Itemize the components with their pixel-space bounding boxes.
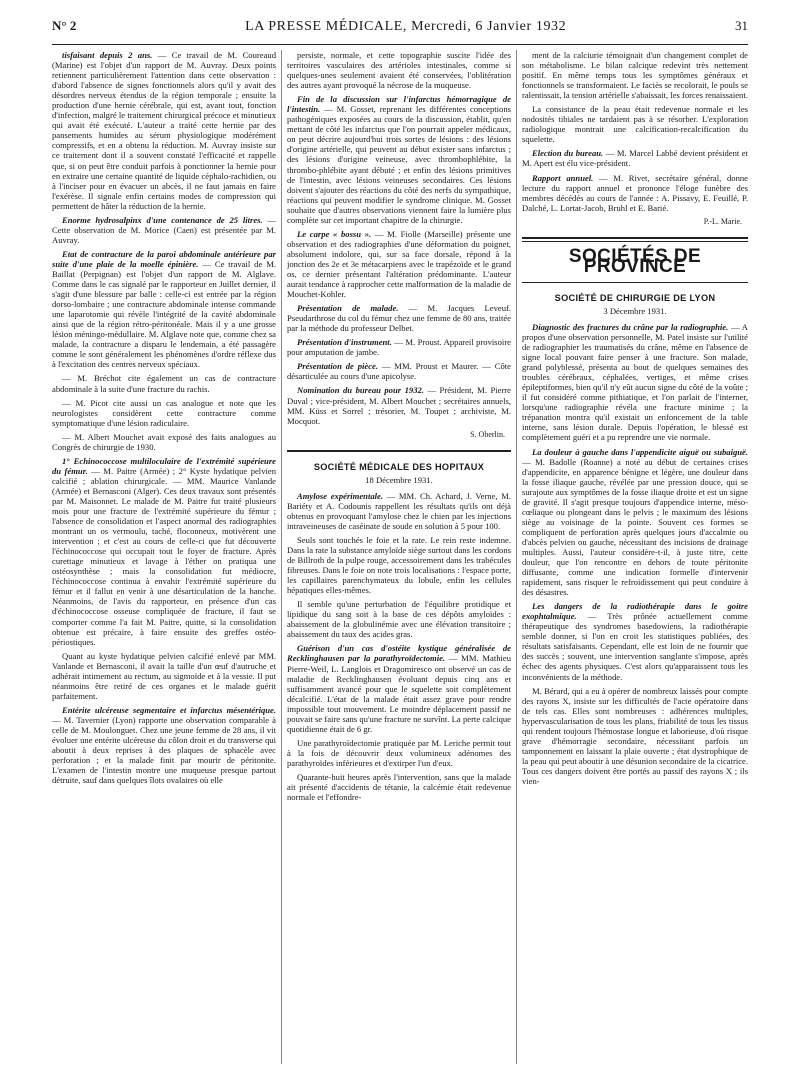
article-paragraph (52, 432, 276, 452)
article-title: 1° Echinococcose multiloculaire de l'extrémité supérieure du fémur. (52, 455, 276, 476)
article-title: Présentation de pièce. (297, 361, 378, 372)
article-list (522, 322, 748, 786)
article-paragraph (522, 601, 748, 681)
article-text: — A propos d'une observation personnelle, M. Patel insiste sur l'utilité de radiographier les traumatisés du crâne, même en l'absence de signe local pouvant faire penser à une fracture. Son malade, grand polyblessé, présenta au bout de quelques semaines des troubles cérébraux, céphalées, vertiges, et même crises épileptiformes, bien qu'il n'y eût aucun signe du côté de la voûte ; il fut considéré comme pithiatique, et l'on parlait de l'interner, lorsqu'une radiographie révéla une fracture minime ; la trépanation montra qu'il existait un enfoncement de la table interne, sans lésion durale. Depuis l'opération, le blessé est complètement guéri et a pu reprendre une vie normale. (522, 321, 748, 443)
article-text: — M. Fiolle (Marseille) présente une observation et des radiographies d'une déformation du poignet, absolument indolore, qui, sur sa face dorsale, répond à la jonction des 2e et 3e métacarpiens avec le trapézoïde et le grand os, ce dernier présentant l'altération prédominante. L'auteur aurait tendance à rapprocher cette malformation de la maladie de Mouchet-Kohler. (287, 228, 511, 300)
article-text: — M. Bréchot cite également un cas de contracture abdominale à la suite d'une fracture du rachis. (52, 373, 276, 394)
journal-title: LA PRESSE MÉDICALE, Mercredi, 6 Janvier 1932 (245, 19, 567, 34)
column-rule (516, 50, 517, 1064)
article-text: — M. Gosset, reprenant les différentes conceptions pathogéniques exposées au cours de la discussion, établit, qu'en mettant de côté les infarctus que l'on pourrait appeler médicaux, on peut décrire aujourd'hui trois sortes de lésions : des lésions d'origine artérielle, qui peuvent au début exister sans infarctus ; des lésions d'origine veineuse, avec thrombophlébite, la thrombo-phlébite ayant débuté ; et enfin des lésions primitives de l'intestin, avec lésions veineuses secondaires. Ces lésions doivent s'ajouter des réactions du côté des nerfs du sympathique, réactions qui peuvent modifier le syndrome clinique. M. Gosset souhaite que d'autres observations viennent faire la lumière plus complète sur cet important chapitre de la chirurgie. (287, 104, 511, 225)
signature: S. Oberlin. (470, 429, 505, 439)
article-title: Enorme hydrosalpinx d'une contenance de 25 litres. (62, 214, 263, 225)
article-list (287, 491, 511, 802)
article-paragraph (522, 104, 748, 144)
article-text: Quarante-huit heures après l'intervention, sans que la malade ait présenté d'accidents de tétanie, la calcémie était redevenue normale et l'effondre- (287, 772, 511, 803)
article-paragraph (287, 337, 511, 357)
article-paragraph (52, 249, 276, 370)
article-text: — M. Proust. Appareil provisoire pour amputation de jambe. (287, 337, 511, 358)
column-3 (522, 50, 748, 1070)
article-paragraph (287, 772, 511, 802)
article-text: — Ce travail de M. Coureaud (Marine) est l'objet d'un rapport de M. Auvray. Deux points retiennent particulièrement l'attention dans cette observation : d'abord l'absence de signes fonctionnels alors qu'il y avait des désordres nerveux étendus de la région temporale ; ensuite la production d'une hernie cérébrale, qui est, avant tout, fonction d'infection, malgré le traitement chirurgical précoce et minutieux qui avait été exécuté. L'auteur a traité cette hernie par des pansements humides au sérum physiologique modérément compressifs, et en a obtenu la réduction. M. Auvray insiste sur ce traitement dont il a souvent constaté l'efficacité et rappelle que, si on peut être conduit parfois à ponctionner la hernie pour en extraire une certaine quantité de liquide céphalo-rachidien, ou à l'inciser pour en évacuer un abcès, il ne faut jamais en faire l'exérèse. Il signale enfin certains modes de compression qui permettent de hâter la réduction de la hernie. (52, 50, 276, 211)
article-paragraph (287, 385, 511, 425)
society-title: SOCIÉTÉ DE CHIRURGIE DE LYON (554, 292, 716, 303)
article-text: — M. Paitre (Armée) ; 2° Kyste hydatique pelvien calcifié ; ablation chirurgicale. — MM. Maurice Vanlande (Armée) et Bernasconi (Alger). Ces deux travaux sont présentés par M. Maisonnet. Le malade de M. Paitre fut traité plusieurs mois pour une fracture de l'extrémité supérieure du fémur ; l'absence de consolidation et l'aspect anormal des radiographies montrant un os vermoulu, taché, floconneux, motivèrent une intervention ; et c'est au cours de celle-ci que fut découverte l'échinococcose qui occupait tout le foyer de fracture. Après curettage minutieux et lavage à l'éther on pratiqua une ostéosynthèse ; mais la consolidation fut médiocre, l'échinococcose continua à envahir l'extrémité supérieure du fémur et il fallut en venir à une désarticulation de la hanche. Néanmoins, de l'avis du rapporteur, en présence d'un cas d'échinococcose osseuse compliquée de fracture, il faut se comporter comme l'a fait M. Paitre, quitte, si la consolidation obtenue est précaire, à faire ensuite des greffes ostéo-périostiques. (52, 465, 276, 647)
article-paragraph (52, 456, 276, 647)
article-paragraph (522, 148, 748, 168)
section-rule (522, 237, 748, 239)
article-title: Amylose expérimentale. (297, 490, 383, 501)
article-title: Nomination du bureau pour 1932. (297, 385, 424, 396)
issue-number: N° 2 (52, 18, 77, 33)
article-title: Entérite ulcéreuse segmentaire et infarctus mésentérique. (62, 704, 276, 715)
article-text: — M. Tavernier (Lyon) rapporte une observation comparable à celle de M. Moulonguet. Chez une jeune femme de 28 ans, il vit évoluer une entérite ulcéreuse du côlon droit et du transverse qui aboutit à deux reprises à des plaques de sphacèle avec perforation ; et la malade finit par mourir de péritonite. L'examen de l'intestin montre une muqueuse presque partout détruite, sauf dans quelques îlots ovalaires où elle (52, 714, 276, 786)
column-2 (287, 50, 511, 1070)
article-paragraph (522, 447, 748, 598)
article-paragraph (287, 491, 511, 531)
article-text: — Très prônée actuellement comme thérapeutique des syndromes basedowiens, la radiothérapie semble donner, si l'on en croit les statistiques publiées, des résultats satisfaisants. Cependant, elle est loin de ne fournir que des succès ; souvent, une intervention sanglante s'impose, après échec des agents physiques. C'est alors qu'apparaissent tous les inconvénients de la méthode. (522, 611, 748, 682)
article-paragraph (52, 705, 276, 785)
article-title: tisfaisant depuis 2 ans. (62, 50, 153, 60)
article-text: Il semble qu'une perturbation de l'équilibre protidique et lipidique du sang soit à la base de ces dépôts amyloïdes : abaissement de la globulinémie avec une élévation transitoire ; abaissement du taux des acides gras. (287, 599, 511, 640)
article-title: Fin de la discussion sur l'infarctus hémorragique de l'intestin. (287, 94, 511, 115)
page-header (52, 18, 748, 45)
article-text: — M. Badolle (Roanne) a noté au début de certaines crises d'appendicite, en apparence bénigne et légère, une douleur dans la fosse iliaque gauche, révélée par une pression douce, qui se surajoute aux symptômes de la fosse iliaque droite et est un signe de gravité. Il s'agit presque toujours d'appendice interne, méso-cœliaque ou plongeant dans le pelvis ; le maximum des lésions siège au voisinage de la pointe. Souvent ces formes se compliquent de perforation après quelques jours d'accalmie ou d'abcès pelvien ou gauche, nécessitant des incisions de drainage multiples. Aussi, l'auteur considère-t-il, à juste titre, cette douleur, que l'on rencontre en dehors de toute péritonite diffusante, comme une indication formelle d'intervenir rapidement, sans risquer le refroidissement qui peut conduire à des désastres. (522, 456, 748, 598)
article-text: Quant au kyste hydatique pelvien calcifié enlevé par MM. Vanlande et Bernasconi, il avait la taille d'un œuf d'autruche et adhérait intimement au rectum, au sigmoïde et à la vessie. Il put néanmoins être retiré de ces organes et le malade guérit parfaitement. (52, 650, 276, 701)
article-paragraph (52, 398, 276, 428)
session-date: 18 Décembre 1931. (365, 474, 433, 485)
article-title: Le carpe « bossu ». (297, 228, 372, 239)
article-title: La douleur à gauche dans l'appendicite aiguë ou subaiguë. (532, 446, 748, 457)
article-title: Diagnostic des fractures du crâne par la radiographie. (532, 321, 729, 332)
article-paragraph (522, 322, 748, 443)
article-paragraph (287, 303, 511, 333)
article-text: — M. Jacques Leveuf. Pseudarthrose du col du fémur chez une femme de 80 ans, traitée par la méthode du professeur Delbet. (287, 303, 511, 334)
session-date: 3 Décembre 1931. (603, 305, 667, 316)
article-title: Rapport annuel. (532, 172, 594, 183)
article-list (522, 50, 748, 213)
section-heading: SOCIÉTÉS DE PROVINCE (568, 245, 702, 277)
article-list (287, 50, 511, 426)
article-text: La consistance de la peau était redevenue normale et les nodosités tibiales ne tardaient pas à se résorber. L'exploration radiologique montrait une calcification-recalcification du squelette. (522, 104, 748, 145)
article-paragraph (52, 215, 276, 245)
article-paragraph (287, 50, 511, 90)
section-rule (522, 282, 748, 283)
article-paragraph (287, 229, 511, 299)
column-1 (52, 50, 276, 1070)
article-paragraph (522, 686, 748, 786)
article-text: — Ce travail de M. Baillat (Perpignan) est l'objet d'un rapport de M. Alglave. Comme dans le cas signalé par le rapporteur en Juillet dernier, il s'agit d'une blessure par balle : celle-ci est entrée par la région dorso-lombaire ; une contracture abdominale intense commande une laparotomie qui révèle l'intégrité de la cavité abdominale ainsi que de la région rétro-péritonéale. Mais il y a une grosse lésion méningo-médullaire. M. Alglave note que, comme chez sa malade, la contracture a disparu le lendemain, a été passagère comme le sont généralement les phénomènes d'ordre réflexe dus à l'excitation des centres nerveux spéciaux. (52, 258, 276, 370)
article-paragraph (287, 599, 511, 639)
article-text: — M. Marcel Labbé devient président et M. Apert est élu vice-président. (522, 148, 748, 169)
article-paragraph (52, 50, 276, 211)
article-paragraph (287, 643, 511, 733)
article-text: — MM. Ch. Achard, J. Verne, M. Bariéty et A. Codounis rappellent les résultats qu'ils ont déjà obtenus en provoquant l'amylose chez le chien par les injections intraveineuses de caséinate de soude en solution à 5 pour 100. (287, 490, 511, 531)
page-number: 31 (735, 18, 748, 33)
article-text: ment de la calciurie témoignait d'un changement complet de son métabolisme. Le bilan calcique redevint très nettement positif. En même temps tous les symptômes généraux et fonctionnels se transformaient. Le faciès se recolorait, le pouls se ralentissait, la tension artérielle s'abaissait, les forces renaissaient. (522, 50, 748, 101)
article-paragraph (52, 373, 276, 393)
article-title: Etat de contracture de la paroi abdominale antérieure par suite d'une plaie de la moelle épinière. (52, 248, 276, 269)
article-title: Présentation de malade. (297, 303, 399, 314)
article-text: — MM. Mathieu Pierre-Weil, L. Langlois et Dragomiresco ont observé un cas de maladie de Recklinghausen évoluant depuis cinq ans et suffisamment avancé pour que le squelette soit complètement décalcifié. L'état de la malade était assez grave pour rendre impossible tout mouvement. Le moindre déplacement passif ne pouvait se faire sans qu'une fracture ne survînt. La perte calcique quotidienne était de 6 gr. (287, 653, 511, 734)
section-rule (287, 450, 511, 452)
article-paragraph (522, 50, 748, 100)
article-paragraph (52, 651, 276, 701)
article-text: — Président, M. Pierre Duval ; vice-président, M. Albert Mouchet ; secrétaires annuels, MM. Küss et Sorrel ; trésorier, M. Toupet ; archiviste, M. Mocquot. (287, 385, 511, 426)
section-rule (522, 241, 748, 242)
article-list (52, 50, 276, 785)
article-text: — M. Albert Mouchet avait exposé des faits analogues au Congrès de chirurgie de 1930. (52, 431, 276, 452)
article-title: Présentation d'instrument. (297, 337, 392, 348)
article-paragraph (287, 738, 511, 768)
society-title: SOCIÉTÉ MÉDICALE DES HOPITAUX (313, 461, 485, 472)
signature: P.-L. Marie. (703, 216, 742, 226)
article-title: Guérison d'un cas d'ostéite kystique généralisée de Recklinghausen par la parathyroïdectomie. (287, 643, 511, 664)
article-text: — Cette observation de M. Morice (Caen) est présentée par M. Auvray. (52, 214, 276, 245)
article-text: M. Bérard, qui a eu à opérer de nombreux laissés pour compte des rayons X, insiste sur les difficultés de l'acte opératoire dans de tels cas. Elles sont nombreuses : adhérences multiples, hypervascularisation de tous les plans, friabilité de tous les tissus qui rendent toujours l'hémostase longue et laborieuse, d'où risque grave d'hémorragie secondaire, nécessitant parfois un tamponnement en laissant la plaie ouverte ; état dystrophique de la peau qui peut aboutir à une désunion secondaire de la cicatrice. Tous ces dangers doivent être portés au passif des rayons X ; ils vien- (522, 685, 748, 786)
article-title: Election du bureau. (532, 148, 604, 159)
article-paragraph (287, 361, 511, 381)
article-text: — M. Picot cite aussi un cas analogue et note que les neurologistes considèrent cette contracture comme symptomatique d'une lésion radiculaire. (52, 397, 276, 428)
article-text: Une parathyroïdectomie pratiquée par M. Leriche permit tout à la fois de découvrir deux volumineux adénomes des parathyroïdes inférieures et d'extirper l'un d'eux. (287, 737, 511, 768)
article-paragraph (287, 94, 511, 225)
article-text: — M. Rivet, secrétaire général, donne lecture du rapport annuel et prononce l'éloge funèbre des membres décédés au cours de l'année : A. Pissavy, E. Feuillé, P. Dalché, L. Lortat-Jacob, Bruhl et E. Barié. (522, 172, 748, 213)
article-title: Les dangers de la radiothérapie dans le goitre exophtalmique. (522, 601, 748, 622)
column-rule (281, 50, 282, 1064)
article-paragraph (522, 173, 748, 213)
article-text: persiste, normale, et cette topographie suscite l'idée des territoires vasculaires des artérioles intestinales, comme si quelques-unes seulement avaient été conservées, l'oblitération des autres ayant provoqué la nécrose de la muqueuse. (287, 50, 511, 91)
article-paragraph (287, 535, 511, 595)
article-text: Seuls sont touchés le foie et la rate. Le rein reste indemne. Dans la rate la substance amyloïde siège surtout dans les cordons de Billroth de la pulpe rouge, accessoirement dans les trabécules fibreuses. Dans le foie on note trois localisations : l'espace porte, les capillaires parenchymateux du lobule, enfin les cellules hépatiques elles-mêmes. (287, 534, 511, 596)
article-text: — MM. Proust et Maurer. — Côte désarticulée au cours d'une apicolyse. (287, 361, 511, 382)
